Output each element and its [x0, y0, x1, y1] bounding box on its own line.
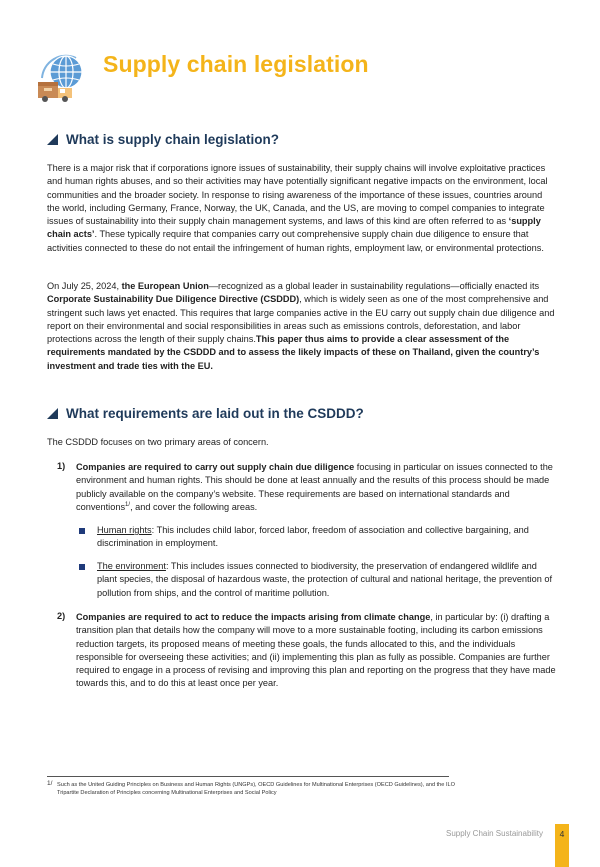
text-run: , and cover the following areas. [130, 501, 258, 512]
bold-term: ‘supply chain acts’ [47, 216, 541, 240]
paragraph-eu-directive [47, 280, 555, 373]
square-bullet-icon [79, 564, 85, 570]
triangle-bullet-icon [47, 408, 58, 419]
footnote-mark: 1/ [47, 780, 53, 787]
bold-statement: This paper thus aims to provide a clear assessment of the requirements mandated by the CSDDD and to assess the likely impacts of these on Thailand, given the country’s investment and trade ties with the EU. [47, 334, 540, 371]
text-run: focusing in particular on issues connected to the environment and human rights. This should be done at least annually and the results of this process should be made publicly available on the company’s website. These requirements are based on international standards and conventions [76, 462, 553, 512]
bold-term: Companies are required to carry out supply chain due diligence [76, 462, 355, 472]
text-run: : This includes issues connected to biodiversity, the preservation of endangered wildlife and plant species, the disposal of hazardous waste, the protection of cultural and national heritage, the prevention of pollution from ships, and the control of maritime pollution. [97, 561, 553, 598]
list-number: 2) [57, 611, 66, 621]
sub-item-environment [97, 560, 557, 600]
sub-item-label: Human rights [97, 525, 152, 535]
text-run: —recognized as a global leader in sustainability regulations—officially enacted its [208, 281, 540, 291]
footnote-text: Such as the United Guiding Principles on Business and Human Rights (UNGPs), OECD Guidelines for Multinational Enterprises (OECD Guidelines), and the ILO Tripartite Declaration of Principles concerning Multinational Enterprises and Social Policy [57, 782, 455, 796]
footnote-divider [47, 776, 449, 777]
footnote-ref: 1/ [125, 501, 131, 508]
footer-label: Supply Chain Sustainability [446, 829, 543, 838]
section-heading-what-is [47, 132, 279, 147]
bold-term: the European Union [121, 281, 209, 291]
bold-term: Companies are required to act to reduce the impacts arising from climate change [76, 612, 431, 622]
sub-item-label: The environment [97, 561, 166, 571]
globe-supply-chain-icon [36, 52, 86, 104]
text-run: : This includes child labor, forced labor, freedom of association and collective bargaining, and discrimination in employment. [97, 525, 529, 549]
text-run: On July 25, 2024, [47, 281, 122, 291]
list-item-due-diligence [76, 461, 556, 514]
sub-item-human-rights [97, 524, 557, 551]
bold-term: Corporate Sustainability Due Diligence Directive (CSDDD) [47, 294, 300, 305]
page-number: 4 [559, 829, 565, 839]
triangle-bullet-icon [47, 134, 58, 145]
text-run: , which is widely seen as one of the most comprehensive and stringent such laws yet enacted. This requires that large companies active in the EU carry out supply chain due diligence and report on their environmental and social responsibilities in areas such as emissions controls, deforestation, and labor protections across the length of their supply chains. [47, 294, 555, 345]
page-title: Supply chain legislation [103, 51, 369, 77]
text-run: There is a major risk that if corporations ignore issues of sustainability, their supply chains will involve exploitative practices and human rights abuses, and so their activities may have potentially significant negative impacts on the environment, local communities and the broader society. In response to rising awareness of the importance of these issues, countries around the world, including Germany, France, Norway, the UK, Canada, and the US, are moving to compel companies to integrate issues of sustainability into their supply chain management systems, and laws of this kind are often referred to as [47, 163, 548, 227]
section-heading-text: What is supply chain legislation? [66, 132, 280, 147]
section-heading-text: What requirements are laid out in the CSDDD? [66, 406, 364, 421]
section-heading-requirements [47, 406, 364, 421]
list-number: 1) [57, 461, 66, 471]
square-bullet-icon [79, 528, 85, 534]
paragraph-csddd-intro: The CSDDD focuses on two primary areas of concern. [47, 437, 269, 447]
text-run: . These typically require that companies carry out comprehensive supply chain due diligence to ensure that activities connected to these do not entail the infringement of human rights, employment law, or environmental protections. [47, 229, 544, 253]
paragraph-intro [47, 162, 555, 255]
text-run: , in particular by: (i) drafting a transition plan that details how the company will move to a more sustainable footing, including its carbon emissions reduction targets, its proposed means of meeting these goals, the funds allocated to this, and the individuals responsible for overseeing these activities; and (ii) implementing this plan as fully as possible. Companies are further required to engage in a process of revising and improving this plan and reporting on the progress that they have made towards this, and to do this at least once per year. [76, 612, 556, 689]
list-item-climate-change [76, 611, 556, 691]
